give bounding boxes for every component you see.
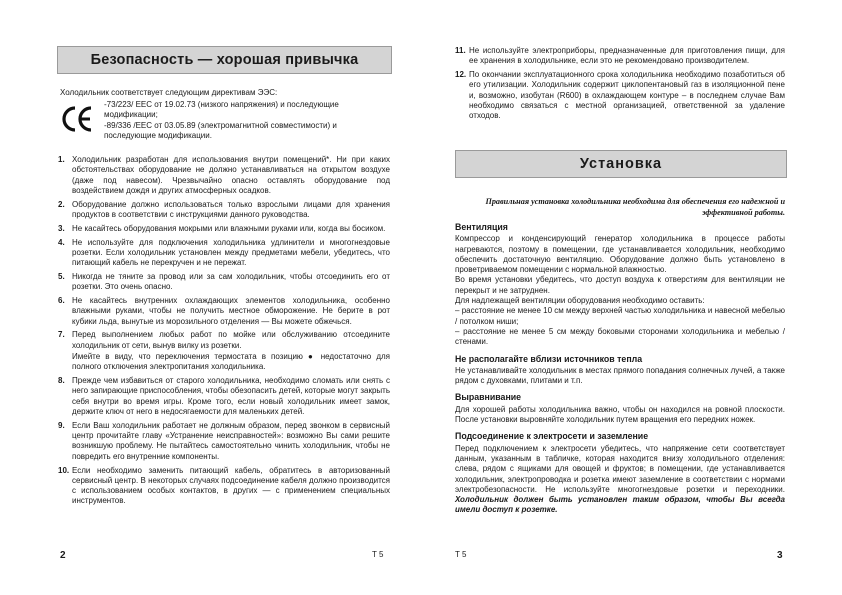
item-text: Если необходимо заменить питающий кабель, обратитесь в авторизованный сервисный центр. В некоторых случаях подсоединение кабеля должно производится с использованием особых контактов, в других — с применением специальных инструментов. <box>72 465 390 506</box>
item-text: Холодильник разработан для использования внутри помещений*. Ни при каких обстоятельствах оборудование не должно устанавливаться на открытом воздухе (даже под навесом). Чрезвычайно опасно оставлять оборудование под воздействием дождя и других атмосферных осадков. <box>72 155 390 195</box>
section-title: Выравнивание <box>455 392 522 403</box>
list-item <box>58 155 390 196</box>
item-number: 6. <box>58 296 65 306</box>
item-number: 7. <box>58 330 65 340</box>
section-emphasis: Холодильник должен быть установлен таким образом, чтобы Вы всегда имели доступ к розетке. <box>455 495 785 515</box>
installation-subtitle: Правильная установка холодильника необходима для обеспечения его надежной и эффективной работы. <box>485 197 785 217</box>
list-item <box>58 376 390 417</box>
section-paragraph: Компрессор и конденсирующий генератор холодильника в процессе работы нагреваются, поэтому в помещении, где устанавливается холодильник, необходимо обеспечить достаточную вентиляцию. Оборудование должно быть установлено в проветриваемом помещении с нормальной влажностью. <box>455 234 785 275</box>
ce-mark-icon <box>60 104 94 134</box>
section-title: Вентиляция <box>455 222 508 232</box>
model-label-left: T 5 <box>372 550 384 559</box>
item-number: 1. <box>58 155 65 164</box>
item-text: Не касайтесь оборудования мокрыми или влажными руками или, когда вы босиком. <box>72 223 386 233</box>
section-title: Подсоединение к электросети и заземление <box>455 431 649 442</box>
item-note: Имейте в виду, что переключения термостата в позицию ● недостаточно для полного отключения электропитания холодильника. <box>72 352 390 372</box>
item-number: 2. <box>58 199 65 209</box>
list-item <box>58 238 390 269</box>
section-paragraph <box>455 444 785 516</box>
item-text: Не используйте электроприборы, предназначенные для приготовления пищи, для ее хранения в холодильнике, если это не рекомендовано производителем. <box>469 46 785 66</box>
list-item <box>58 421 390 462</box>
list-item <box>58 272 390 293</box>
item-number: 4. <box>58 237 65 247</box>
safety-list <box>58 155 390 510</box>
section-paragraph: Во время установки убедитесь, что доступ воздуха к отверстиям для вентиляции не перекрыт и не затруднен. <box>455 275 785 295</box>
item-text: Никогда не тяните за провод или за сам холодильник, чтобы отсоединить его от розетки. Это очень опасно. <box>72 271 390 292</box>
directive-2: -89/336 /EEC от 03.05.89 (электромагнитной совместимости) и последующие модификации. <box>104 120 337 140</box>
safety-banner <box>57 46 392 74</box>
installation-sections <box>455 222 785 522</box>
section-leveling <box>455 392 785 425</box>
list-item <box>58 296 390 327</box>
item-text: По окончании эксплуатационного срока холодильника необходимо позаботиться об его утилизации. Холодильник содержит циклопентановый газ в изоляционной пене и, возможно, изобутан (R600) в охлаждающем контуре – в последнем случае Вам необходимо связаться с местной организацией, ответственной за удаление отходов. <box>469 70 785 121</box>
section-ventilation <box>455 222 785 348</box>
section-title: Не располагайте вблизи источников тепла <box>455 353 643 364</box>
item-text: Оборудование должно использоваться только взрослыми лицами для хранения продуктов в соответствии с инструкциями данного руководства. <box>72 199 390 219</box>
section-paragraph: Не устанавливайте холодильник в местах прямого попадания солнечных лучей, а также рядом с духовками, плитами и т.п. <box>455 365 785 386</box>
section-electrical <box>455 431 785 515</box>
section-paragraph: Для хорошей работы холодильника важно, чтобы он находился на ровной плоскости. После установки выровняйте холодильник путем вращения его передних ножек. <box>455 404 785 425</box>
list-item <box>58 466 390 507</box>
list-item <box>58 330 390 372</box>
item-number: 8. <box>58 376 65 386</box>
item-text: Прежде чем избавиться от старого холодильника, необходимо сломать или снять с него запирающие приспособления, чтобы обезопасить детей, которые могут закрыть себя внутри во время игры. Кроме того, если новый холодильник имеет замок, держите ключ от него в недосягаемости для маленьких детей. <box>72 376 390 417</box>
item-number: 5. <box>58 271 65 281</box>
item-text: Не касайтесь внутренних охлаждающих элементов холодильника, особенно влажными руками, чтобы не получить местное обморожение. Не берите в рот кубики льда, вынутые из морозильного отделения — Вы можете обжечься. <box>72 296 390 326</box>
item-number: 10. <box>58 465 70 475</box>
list-item <box>58 224 390 234</box>
list-item <box>455 46 785 67</box>
item-number: 9. <box>58 420 65 430</box>
section-paragraph: Для надлежащей вентиляции оборудования необходимо оставить: <box>455 296 705 306</box>
item-number: 11. <box>455 46 466 55</box>
item-text: Перед выполнением любых работ по мойке или обслуживанию отсоедините холодильник от сети, вынув вилку из розетки. <box>72 330 390 350</box>
item-text: Если Ваш холодильник работает не должным образом, перед звонком в сервисный центр прочитайте главу «Устранение неисправностей»: возможно Вы сами решите возникшую проблему. Не пытайтесь самостоятельно чинить холодильник, чтобы не повредить его внутренние компоненты. <box>72 420 390 461</box>
item-number: 3. <box>58 223 65 233</box>
section-paragraph-text: Перед подключением к электросети убедитесь, что напряжение сети соответствует данным, указанным в табличке, которая находится внизу холодильного отделения: слева, рядом с ящиками для овощей и фруктов; в помещении, где устанавливается холодильник, электропроводка и розетка имеют заземление в соответствии с нормами электробезопасности. Не используйте многогнездовые розетки и переходники. <box>455 443 785 494</box>
list-item <box>455 70 785 121</box>
safety-list-continued <box>455 46 785 125</box>
section-paragraph: – расстояние не менее 10 см между верхней частью холодильника и навесной мебелью / потолком ниши; <box>455 306 785 326</box>
item-text: Не используйте для подключения холодильника удлинители и многогнездовые розетки. Если холодильник установлен между предметами мебели, убедитесь, что питающий кабель не перекручен и не пережат. <box>72 237 390 268</box>
directives-intro: Холодильник соответствует следующим директивам ЭЭС: <box>60 88 278 97</box>
page-number-left: 2 <box>60 550 66 561</box>
installation-title: Установка <box>579 156 663 172</box>
page-number-right: 3 <box>777 550 783 561</box>
item-number: 12. <box>455 70 467 80</box>
model-label-right: T 5 <box>455 550 467 559</box>
directives-list <box>104 100 390 141</box>
list-item <box>58 200 390 221</box>
section-heat-sources <box>455 354 785 387</box>
section-paragraph: – расстояние не менее 5 см между боковыми сторонами холодильника и мебелью / стенами. <box>455 326 785 347</box>
directive-1: -73/223/ EEC от 19.02.73 (низкого напряжения) и последующие модификации; <box>104 100 339 120</box>
safety-title: Безопасность — хорошая привычка <box>90 52 359 68</box>
installation-banner <box>455 150 787 178</box>
